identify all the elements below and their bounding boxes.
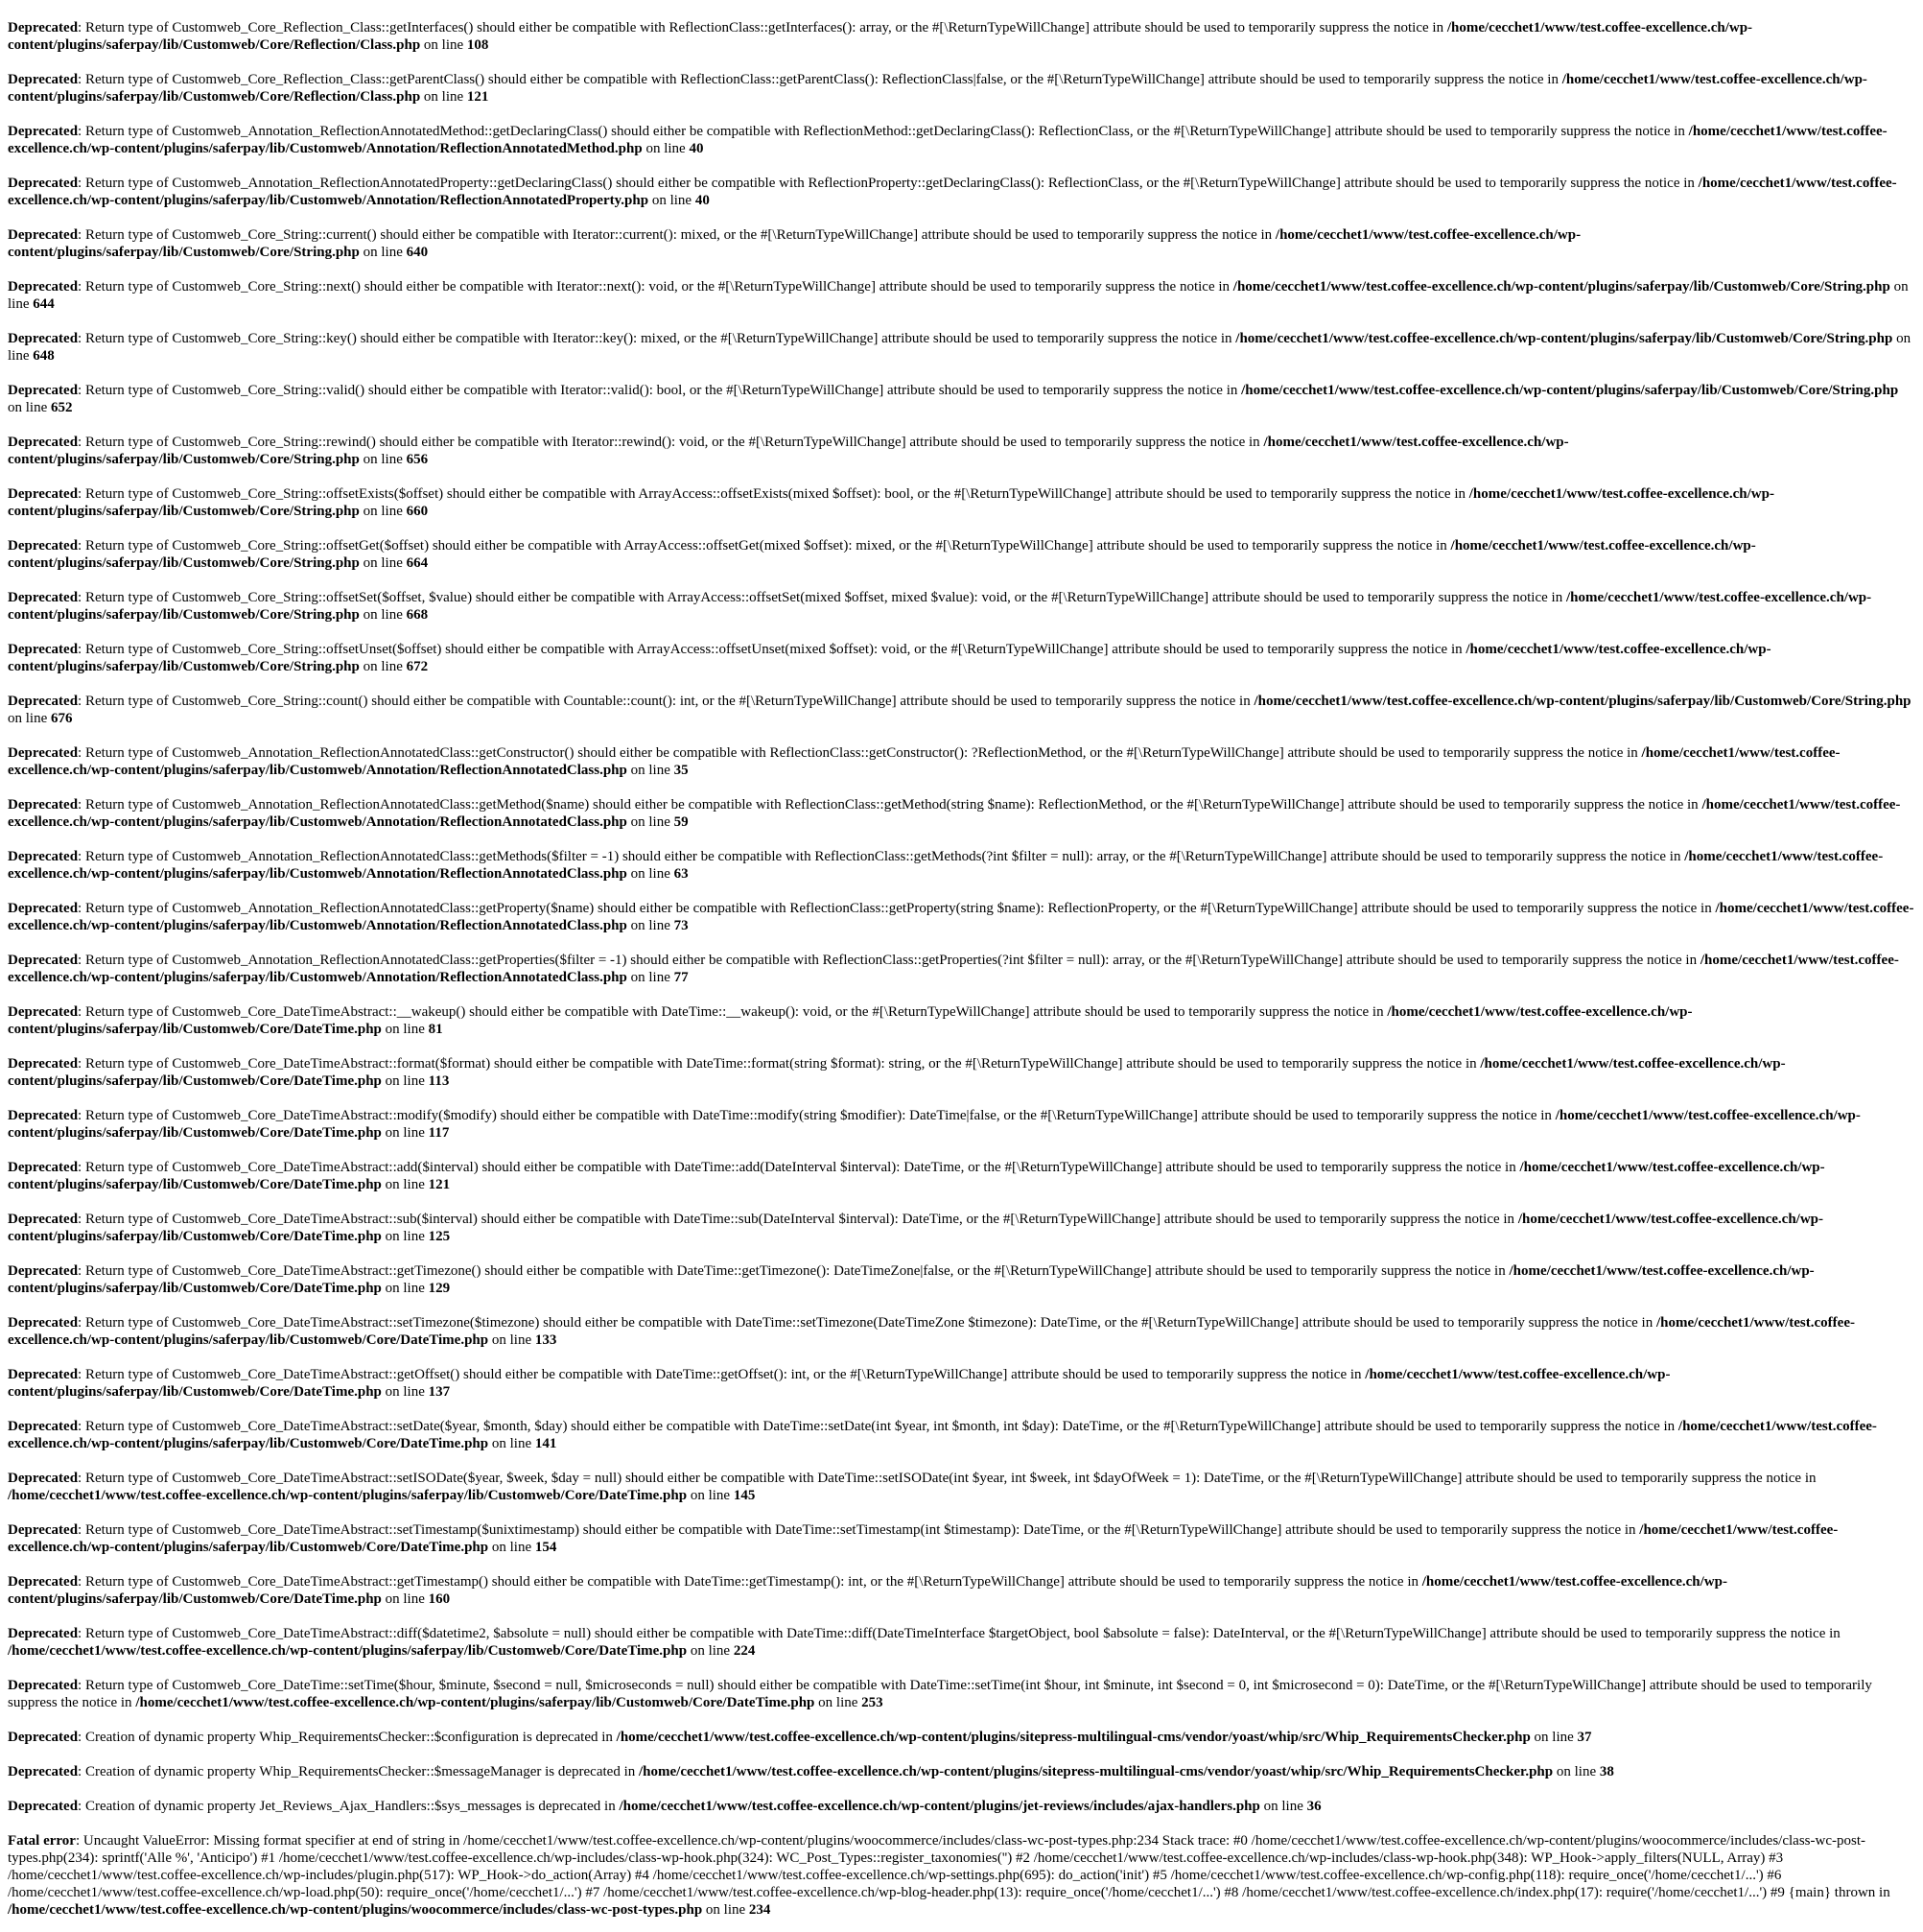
error-file-path: /home/cecchet1/www/test.coffee-excellence.ch/wp-content/plugins/saferpay/lib/Customweb/Annotation/ReflectionAnnotatedClass.php (8, 849, 1884, 882)
on-line-text: on line (381, 1384, 429, 1400)
error-text: : Return type of Customweb_Core_DateTimeAbstract::sub($interval) should either be compatible with DateTime::sub(DateInterval $interval): DateTime, or the #[\ReturnTypeWillChange] attribute should be used to temporarily suppress the notice in (78, 1212, 1518, 1227)
error-type-label: Deprecated (8, 797, 79, 813)
error-line-number: 224 (733, 1643, 756, 1659)
on-line-text: on line (381, 1281, 429, 1296)
error-line-number: 40 (689, 141, 704, 156)
error-line-number: 676 (51, 711, 73, 726)
error-line-number: 35 (673, 763, 689, 778)
error-file-path: /home/cecchet1/www/test.coffee-excellence.ch/wp-content/plugins/saferpay/lib/Customweb/Core/String.php (1235, 331, 1893, 346)
error-message (8, 226, 1915, 261)
error-text: : Return type of Customweb_Annotation_ReflectionAnnotatedClass::getProperty($name) should either be compatible with ReflectionClass::getProperty(string $name): ReflectionProperty, or the #[\ReturnTypeWillChange] attribute should be used to temporarily suppress the notice in (78, 901, 1716, 916)
error-file-path: /home/cecchet1/www/test.coffee-excellence.ch/wp-content/plugins/saferpay/lib/Customweb/Core/DateTime.php (8, 1315, 1855, 1348)
on-line-text: on line (1259, 1799, 1307, 1814)
error-file-path: /home/cecchet1/www/test.coffee-excellence.ch/wp-content/plugins/saferpay/lib/Customweb/Core/String.php (8, 227, 1582, 260)
error-file-path: /home/cecchet1/www/test.coffee-excellence.ch/wp-content/plugins/saferpay/lib/Customweb/Core/String.php (8, 435, 1569, 467)
error-file-path: /home/cecchet1/www/test.coffee-excellence.ch/wp-content/plugins/saferpay/lib/Customweb/Annotation/ReflectionAnnotatedClass.php (8, 901, 1914, 933)
error-type-label: Deprecated (8, 1108, 79, 1123)
error-line-number: 77 (673, 970, 689, 985)
error-type-label: Deprecated (8, 1212, 79, 1227)
error-line-number: 117 (428, 1125, 450, 1141)
error-line-number: 656 (406, 452, 429, 467)
error-line-number: 664 (406, 555, 429, 571)
error-text: : Return type of Customweb_Core_DateTimeAbstract::setTimezone($timezone) should either be compatible with DateTime::setTimezone(DateTimeZone $timezone): DateTime, or the #[\ReturnTypeWillChange] attribute should be used to temporarily suppress the notice in (78, 1315, 1656, 1331)
error-message (8, 1418, 1915, 1452)
error-line-number: 38 (1599, 1764, 1614, 1779)
error-file-path: /home/cecchet1/www/test.coffee-excellence.ch/wp-content/plugins/saferpay/lib/Customweb/Annotation/ReflectionAnnotatedProperty.php (8, 176, 1897, 208)
error-file-path: /home/cecchet1/www/test.coffee-excellence.ch/wp-content/plugins/saferpay/lib/Customweb/Core/String.php (8, 642, 1771, 674)
error-message (8, 1055, 1915, 1090)
error-text: : Return type of Customweb_Core_DateTimeAbstract::getTimestamp() should either be compatible with DateTime::getTimestamp(): int, or the #[\ReturnTypeWillChange] attribute should be used to temporarily suppress the notice in (78, 1574, 1422, 1590)
error-message (8, 382, 1915, 416)
error-text: : Return type of Customweb_Core_String::key() should either be compatible with Iterator::key(): mixed, or the #[\ReturnTypeWillChange] attribute should be used to temporarily suppress the notice in (78, 331, 1236, 346)
error-line-number: 668 (406, 607, 429, 623)
error-text: : Return type of Customweb_Core_Reflection_Class::getInterfaces() should either be compatible with ReflectionClass::getInterfaces(): array, or the #[\ReturnTypeWillChange] attribute should be used to temporarily suppress the notice in (78, 20, 1447, 35)
error-type-label: Deprecated (8, 1367, 79, 1382)
error-type-label: Deprecated (8, 1419, 79, 1434)
error-message (8, 1003, 1915, 1038)
on-line-text: on line (420, 89, 467, 105)
error-type-label: Deprecated (8, 901, 79, 916)
error-file-path: /home/cecchet1/www/test.coffee-excellence.ch/wp-content/plugins/saferpay/lib/Customweb/Core/String.php (1254, 694, 1911, 709)
error-line-number: 129 (428, 1281, 451, 1296)
error-file-path: /home/cecchet1/www/test.coffee-excellence.ch/wp-content/plugins/sitepress-multilingual-cms/vendor/yoast/whip/src/Whip_RequirementsChecker.php (638, 1764, 1554, 1779)
error-file-path: /home/cecchet1/www/test.coffee-excellence.ch/wp-content/plugins/saferpay/lib/Customweb/Core/DateTime.php (8, 1004, 1693, 1037)
error-line-number: 113 (428, 1073, 450, 1089)
error-text: : Return type of Customweb_Annotation_ReflectionAnnotatedProperty::getDeclaringClass() should either be compatible with ReflectionProperty::getDeclaringClass(): ReflectionClass, or the #[\ReturnTypeWillChange] attribute should be used to temporarily suppress the notice in (78, 176, 1699, 191)
error-line-number: 36 (1306, 1799, 1322, 1814)
error-text: : Return type of Customweb_Core_String::rewind() should either be compatible with Iterator::rewind(): void, or the #[\ReturnTypeWillChange] attribute should be used to temporarily suppress the notice in (78, 435, 1264, 450)
error-message (8, 1573, 1915, 1608)
on-line-text: on line (1553, 1764, 1600, 1779)
error-message (8, 1470, 1915, 1504)
error-text: : Return type of Customweb_Core_String::offsetUnset($offset) should either be compatible with ArrayAccess::offsetUnset(mixed $offset): void, or the #[\ReturnTypeWillChange] attribute should be used to temporarily suppress the notice in (78, 642, 1466, 657)
on-line-text: on line (8, 711, 51, 726)
error-file-path: /home/cecchet1/www/test.coffee-excellence.ch/wp-content/plugins/saferpay/lib/Customweb/Core/DateTime.php (135, 1695, 815, 1710)
error-file-path: /home/cecchet1/www/test.coffee-excellence.ch/wp-content/plugins/saferpay/lib/Customweb/Core/DateTime.php (8, 1056, 1786, 1089)
error-message (8, 1763, 1915, 1780)
on-line-text: on line (687, 1643, 734, 1659)
error-line-number: 253 (861, 1695, 883, 1710)
error-type-label: Deprecated (8, 1764, 79, 1779)
error-text: : Return type of Customweb_Core_String::offsetGet($offset) should either be compatible with ArrayAccess::offsetGet(mixed $offset): mixed, or the #[\ReturnTypeWillChange] attribute should be used to temporarily suppress the notice in (78, 538, 1451, 554)
error-message (8, 485, 1915, 520)
error-file-path: /home/cecchet1/www/test.coffee-excellence.ch/wp-content/plugins/saferpay/lib/Customweb/Core/DateTime.php (8, 1160, 1825, 1192)
error-type-label: Deprecated (8, 1678, 79, 1693)
error-file-path: /home/cecchet1/www/test.coffee-excellence.ch/wp-content/plugins/saferpay/lib/Customweb/Core/DateTime.php (8, 1643, 688, 1659)
on-line-text: on line (381, 1229, 429, 1244)
error-text: : Return type of Customweb_Core_DateTimeAbstract::__wakeup() should either be compatible with DateTime::__wakeup(): void, or the #[\ReturnTypeWillChange] attribute should be used to temporarily suppress the notice in (78, 1004, 1388, 1020)
error-type-label: Deprecated (8, 1471, 79, 1486)
error-message (8, 693, 1915, 727)
error-message (8, 1159, 1915, 1193)
error-message (8, 1798, 1915, 1815)
error-line-number: 644 (33, 296, 55, 312)
on-line-text: on line (8, 279, 1909, 312)
error-file-path: /home/cecchet1/www/test.coffee-excellence.ch/wp-content/plugins/saferpay/lib/Customweb/Annotation/ReflectionAnnotatedClass.php (8, 745, 1841, 778)
error-type-label: Deprecated (8, 1056, 79, 1072)
error-line-number: 121 (466, 89, 489, 105)
error-file-path: /home/cecchet1/www/test.coffee-excellence.ch/wp-content/plugins/saferpay/lib/Customweb/Core/DateTime.php (8, 1108, 1861, 1141)
error-type-label: Deprecated (8, 1574, 79, 1590)
error-type-label: Deprecated (8, 1626, 79, 1641)
error-file-path: /home/cecchet1/www/test.coffee-excellence.ch/wp-content/plugins/saferpay/lib/Customweb/Core/String.php (8, 590, 1872, 623)
error-text: : Return type of Customweb_Core_DateTimeAbstract::setTimestamp($unixtimestamp) should either be compatible with DateTime::setTimestamp(int $timestamp): DateTime, or the #[\ReturnTypeWillChange] attribute should be used to temporarily suppress the notice in (78, 1522, 1640, 1538)
error-text: : Return type of Customweb_Core_DateTime::setTime($hour, $minute, $second = null, $microseconds = null) should either be compatible with DateTime::setTime(int $hour, int $minute, int $second = 0, int $microsecond = 0): DateTime, or the #[\ReturnTypeWillChange] attribute should be used to temporarily suppress the notice in (8, 1678, 1872, 1710)
error-type-label: Deprecated (8, 1730, 79, 1745)
error-file-path: /home/cecchet1/www/test.coffee-excellence.ch/wp-content/plugins/saferpay/lib/Customweb/Core/DateTime.php (8, 1522, 1839, 1555)
error-type-label: Deprecated (8, 642, 79, 657)
error-message (8, 19, 1915, 54)
error-file-path: /home/cecchet1/www/test.coffee-excellence.ch/wp-content/plugins/saferpay/lib/Customweb/Core/String.php (1241, 383, 1899, 398)
error-type-label: Deprecated (8, 20, 79, 35)
on-line-text: on line (359, 245, 407, 260)
error-file-path: /home/cecchet1/www/test.coffee-excellence.ch/wp-content/plugins/saferpay/lib/Customweb/Core/DateTime.php (8, 1419, 1877, 1451)
error-text: : Return type of Customweb_Annotation_ReflectionAnnotatedClass::getMethods($filter = -1) should either be compatible with ReflectionClass::getMethods(?int $filter = null): array, or the #[\ReturnTypeWillChange] attribute should be used to temporarily suppress the notice in (78, 849, 1685, 864)
error-text: : Return type of Customweb_Core_DateTimeAbstract::setISODate($year, $week, $day = null) should either be compatible with DateTime::setISODate(int $year, int $week, int $dayOfWeek = 1): DateTime, or the #[\ReturnTypeWillChange] attribute should be used to temporarily suppress the notice in (78, 1471, 1817, 1486)
error-text: : Return type of Customweb_Core_DateTimeAbstract::getTimezone() should either be compatible with DateTime::getTimezone(): DateTimeZone|false, or the #[\ReturnTypeWillChange] attribute should be used to temporarily suppress the notice in (78, 1263, 1510, 1279)
error-text: : Return type of Customweb_Core_DateTimeAbstract::getOffset() should either be compatible with DateTime::getOffset(): int, or the #[\ReturnTypeWillChange] attribute should be used to temporarily suppress the notice in (78, 1367, 1366, 1382)
on-line-text: on line (626, 970, 674, 985)
error-text: : Return type of Customweb_Core_DateTimeAbstract::diff($datetime2, $absolute = null) should either be compatible with DateTime::diff(DateTimeInterface $targetObject, bool $absolute = false): DateInterval, or the #[\ReturnTypeWillChange] attribute should be used to temporarily suppress the notice in (78, 1626, 1841, 1641)
error-text: : Return type of Customweb_Annotation_ReflectionAnnotatedClass::getProperties($filter = -1) should either be compatible with ReflectionClass::getProperties(?int $filter = null): array, or the #[\ReturnTypeWillChange] attribute should be used to temporarily suppress the notice in (78, 953, 1700, 968)
error-text: : Return type of Customweb_Annotation_ReflectionAnnotatedMethod::getDeclaringClass() should either be compatible with ReflectionMethod::getDeclaringClass(): ReflectionClass, or the #[\ReturnTypeWillChange] attribute should be used to temporarily suppress the notice in (78, 124, 1689, 139)
on-line-text: on line (626, 866, 674, 882)
error-message (8, 1107, 1915, 1142)
error-line-number: 145 (733, 1488, 756, 1503)
error-message (8, 1729, 1915, 1746)
error-text: : Creation of dynamic property Whip_RequirementsChecker::$configuration is deprecated in (78, 1730, 617, 1745)
error-text: : Return type of Customweb_Core_String::current() should either be compatible with Iterator::current(): mixed, or the #[\ReturnTypeWillChange] attribute should be used to temporarily suppress the notice in (78, 227, 1276, 243)
error-type-label: Deprecated (8, 124, 79, 139)
error-type-label: Deprecated (8, 694, 79, 709)
error-line-number: 81 (428, 1022, 443, 1037)
error-type-label: Fatal error (8, 1833, 76, 1849)
error-message (8, 71, 1915, 106)
error-message (8, 330, 1915, 365)
error-text: : Uncaught ValueError: Missing format specifier at end of string in /home/cecchet1/www/test.coffee-excellence.ch/wp-content/plugins/woocommerce/includes/class-wc-post-types.php:234 Stack trace: #0 /home/cecchet1/www/test.coffee-excellence.ch/wp-content/plugins/woocommerce/includes/class-wc-post-types.php(234): sprintf('Alle %', 'Anticipo') #1 /home/cecchet1/www/test.coffee-excellence.ch/wp-includes/class-wp-hook.php(324): WC_Post_Types::register_taxonomies('') #2 /home/cecchet1/www/test.coffee-excellence.ch/wp-includes/class-wp-hook.php(348): WP_Hook->apply_filters(NULL, Array) #3 /home/cecchet1/www/test.coffee-excellence.ch/wp-includes/plugin.php(517): WP_Hook->do_action(Array) #4 /home/cecchet1/www/test.coffee-excellence.ch/wp-settings.php(695): do_action('init') #5 /home/cecchet1/www/test.coffee-excellence.ch/wp-config.php(118): require_once('/home/cecchet1/...') #6 /home/cecchet1/www/test.coffee-excellence.ch/wp-load.php(50): require_once('/home/cecchet1/...') #7 /home/cecchet1/www/test.coffee-excellence.ch/wp-blog-header.php(13): require_once('/home/cecchet1/...') #8 /home/cecchet1/www/test.coffee-excellence.ch/index.php(17): require('/home/cecchet1/...') #9 {main} thrown in (8, 1833, 1890, 1900)
on-line-text: on line (359, 504, 407, 519)
on-line-text: on line (488, 1332, 535, 1348)
error-file-path: /home/cecchet1/www/test.coffee-excellence.ch/wp-content/plugins/saferpay/lib/Customweb/Core/Reflection/Class.php (8, 20, 1753, 53)
on-line-text: on line (1530, 1730, 1578, 1745)
error-type-label: Deprecated (8, 279, 79, 295)
on-line-text: on line (359, 607, 407, 623)
error-line-number: 121 (428, 1177, 451, 1192)
error-line-number: 648 (33, 348, 55, 364)
error-line-number: 160 (428, 1591, 451, 1607)
error-message (8, 744, 1915, 779)
error-line-number: 40 (694, 193, 710, 208)
error-file-path: /home/cecchet1/www/test.coffee-excellence.ch/wp-content/plugins/saferpay/lib/Customweb/Core/String.php (8, 538, 1756, 571)
error-line-number: 37 (1577, 1730, 1592, 1745)
error-line-number: 63 (673, 866, 689, 882)
error-message (8, 1314, 1915, 1349)
on-line-text: on line (381, 1022, 429, 1037)
error-line-number: 133 (534, 1332, 557, 1348)
error-type-label: Deprecated (8, 72, 79, 87)
error-file-path: /home/cecchet1/www/test.coffee-excellence.ch/wp-content/plugins/saferpay/lib/Customweb/Core/DateTime.php (8, 1488, 688, 1503)
error-file-path: /home/cecchet1/www/test.coffee-excellence.ch/wp-content/plugins/saferpay/lib/Customweb/Core/String.php (1232, 279, 1890, 295)
error-line-number: 73 (673, 918, 689, 933)
error-message (8, 175, 1915, 209)
on-line-text: on line (8, 331, 1911, 364)
on-line-text: on line (420, 37, 467, 53)
error-message (8, 589, 1915, 624)
error-text: : Return type of Customweb_Core_String::count() should either be compatible with Countable::count(): int, or the #[\ReturnTypeWillChange] attribute should be used to temporarily suppress the notice in (78, 694, 1255, 709)
on-line-text: on line (381, 1591, 429, 1607)
error-line-number: 672 (406, 659, 429, 674)
on-line-text: on line (626, 814, 674, 830)
error-line-number: 640 (406, 245, 429, 260)
error-line-number: 141 (534, 1436, 557, 1451)
error-file-path: /home/cecchet1/www/test.coffee-excellence.ch/wp-content/plugins/saferpay/lib/Customweb/Annotation/ReflectionAnnotatedClass.php (8, 953, 1899, 985)
error-type-label: Deprecated (8, 1522, 79, 1538)
error-file-path: /home/cecchet1/www/test.coffee-excellence.ch/wp-content/plugins/saferpay/lib/Customweb/Core/DateTime.php (8, 1263, 1815, 1296)
on-line-text: on line (8, 400, 51, 415)
error-file-path: /home/cecchet1/www/test.coffee-excellence.ch/wp-content/plugins/saferpay/lib/Customweb/Annotation/ReflectionAnnotatedClass.php (8, 797, 1901, 830)
error-text: : Return type of Customweb_Annotation_ReflectionAnnotatedClass::getConstructor() should either be compatible with ReflectionClass::getConstructor(): ?ReflectionMethod, or the #[\ReturnTypeWillChange] attribute should be used to temporarily suppress the notice in (78, 745, 1642, 761)
error-line-number: 108 (466, 37, 489, 53)
error-file-path: /home/cecchet1/www/test.coffee-excellence.ch/wp-content/plugins/saferpay/lib/Customweb/Annotation/ReflectionAnnotatedMethod.php (8, 124, 1888, 156)
error-type-label: Deprecated (8, 953, 79, 968)
error-message (8, 537, 1915, 572)
error-text: : Return type of Customweb_Core_String::offsetSet($offset, $value) should either be compatible with ArrayAccess::offsetSet(mixed $offset, mixed $value): void, or the #[\ReturnTypeWillChange] attribute should be used to temporarily suppress the notice in (78, 590, 1566, 605)
on-line-text: on line (702, 1902, 749, 1918)
on-line-text: on line (488, 1540, 535, 1555)
error-type-label: Deprecated (8, 227, 79, 243)
error-message (8, 1366, 1915, 1401)
error-text: : Creation of dynamic property Jet_Reviews_Ajax_Handlers::$sys_messages is deprecated in (78, 1799, 620, 1814)
on-line-text: on line (687, 1488, 734, 1503)
error-file-path: /home/cecchet1/www/test.coffee-excellence.ch/wp-content/plugins/saferpay/lib/Customweb/Core/Reflection/Class.php (8, 72, 1867, 105)
error-type-label: Deprecated (8, 1315, 79, 1331)
error-message (8, 848, 1915, 883)
error-message (8, 641, 1915, 675)
error-text: : Return type of Customweb_Core_String::offsetExists($offset) should either be compatible with ArrayAccess::offsetExists(mixed $offset): bool, or the #[\ReturnTypeWillChange] attribute should be used to temporarily suppress the notice in (78, 486, 1469, 502)
error-text: : Return type of Customweb_Core_DateTimeAbstract::format($format) should either be compatible with DateTime::format(string $format): string, or the #[\ReturnTypeWillChange] attribute should be used to temporarily suppress the notice in (78, 1056, 1481, 1072)
error-line-number: 154 (534, 1540, 557, 1555)
error-text: : Return type of Customweb_Core_DateTimeAbstract::modify($modify) should either be compatible with DateTime::modify(string $modifier): DateTime|false, or the #[\ReturnTypeWillChange] attribute should be used to temporarily suppress the notice in (78, 1108, 1556, 1123)
error-file-path: /home/cecchet1/www/test.coffee-excellence.ch/wp-content/plugins/sitepress-multilingual-cms/vendor/yoast/whip/src/Whip_RequirementsChecker.php (616, 1730, 1531, 1745)
error-message (8, 278, 1915, 313)
error-message (8, 1677, 1915, 1711)
error-text: : Return type of Customweb_Core_DateTimeAbstract::setDate($year, $month, $day) should either be compatible with DateTime::setDate(int $year, int $month, int $day): DateTime, or the #[\ReturnTypeWillChange] attribute should be used to temporarily suppress the notice in (78, 1419, 1678, 1434)
error-type-label: Deprecated (8, 590, 79, 605)
on-line-text: on line (642, 141, 690, 156)
error-text: : Return type of Customweb_Core_String::next() should either be compatible with Iterator::next(): void, or the #[\ReturnTypeWillChange] attribute should be used to temporarily suppress the notice in (78, 279, 1233, 295)
on-line-text: on line (488, 1436, 535, 1451)
on-line-text: on line (381, 1177, 429, 1192)
error-message (8, 1262, 1915, 1297)
error-line-number: 652 (51, 400, 73, 415)
error-file-path: /home/cecchet1/www/test.coffee-excellence.ch/wp-content/plugins/saferpay/lib/Customweb/Core/DateTime.php (8, 1367, 1671, 1400)
on-line-text: on line (814, 1695, 862, 1710)
error-line-number: 137 (428, 1384, 451, 1400)
error-type-label: Deprecated (8, 538, 79, 554)
on-line-text: on line (626, 918, 674, 933)
on-line-text: on line (359, 452, 407, 467)
error-message (8, 1832, 1915, 1919)
error-line-number: 660 (406, 504, 429, 519)
on-line-text: on line (359, 555, 407, 571)
error-message (8, 796, 1915, 831)
error-file-path: /home/cecchet1/www/test.coffee-excellence.ch/wp-content/plugins/saferpay/lib/Customweb/Core/String.php (8, 486, 1774, 519)
error-text: : Creation of dynamic property Whip_RequirementsChecker::$messageManager is deprecated in (78, 1764, 639, 1779)
error-type-label: Deprecated (8, 1160, 79, 1175)
error-type-label: Deprecated (8, 486, 79, 502)
error-text: : Return type of Customweb_Core_String::valid() should either be compatible with Iterator::valid(): bool, or the #[\ReturnTypeWillChange] attribute should be used to temporarily suppress the notice in (78, 383, 1242, 398)
error-message (8, 1625, 1915, 1660)
error-type-label: Deprecated (8, 383, 79, 398)
error-type-label: Deprecated (8, 1799, 79, 1814)
error-type-label: Deprecated (8, 331, 79, 346)
error-text: : Return type of Customweb_Core_Reflection_Class::getParentClass() should either be compatible with ReflectionClass::getParentClass(): ReflectionClass|false, or the #[\ReturnTypeWillChange] attribute should be used to temporarily suppress the notice in (78, 72, 1562, 87)
error-type-label: Deprecated (8, 1004, 79, 1020)
error-text: : Return type of Customweb_Annotation_ReflectionAnnotatedClass::getMethod($name) should either be compatible with ReflectionClass::getMethod(string $name): ReflectionMethod, or the #[\ReturnTypeWillChange] attribute should be used to temporarily suppress the notice in (78, 797, 1702, 813)
error-message (8, 123, 1915, 157)
error-line-number: 125 (428, 1229, 451, 1244)
error-message (8, 1211, 1915, 1245)
error-type-label: Deprecated (8, 1263, 79, 1279)
error-line-number: 59 (673, 814, 689, 830)
error-message (8, 952, 1915, 986)
error-file-path: /home/cecchet1/www/test.coffee-excellence.ch/wp-content/plugins/jet-reviews/includes/ajax-handlers.php (619, 1799, 1260, 1814)
on-line-text: on line (359, 659, 407, 674)
error-file-path: /home/cecchet1/www/test.coffee-excellence.ch/wp-content/plugins/saferpay/lib/Customweb/Core/DateTime.php (8, 1212, 1824, 1244)
error-type-label: Deprecated (8, 849, 79, 864)
error-message (8, 900, 1915, 934)
error-type-label: Deprecated (8, 176, 79, 191)
error-type-label: Deprecated (8, 435, 79, 450)
error-type-label: Deprecated (8, 745, 79, 761)
on-line-text: on line (381, 1125, 429, 1141)
on-line-text: on line (626, 763, 674, 778)
error-file-path: /home/cecchet1/www/test.coffee-excellence.ch/wp-content/plugins/saferpay/lib/Customweb/Core/DateTime.php (8, 1574, 1727, 1607)
error-message (8, 1521, 1915, 1556)
error-file-path: /home/cecchet1/www/test.coffee-excellence.ch/wp-content/plugins/woocommerce/includes/class-wc-post-types.php (8, 1902, 703, 1918)
error-message (8, 434, 1915, 468)
error-line-number: 234 (748, 1902, 771, 1918)
on-line-text: on line (648, 193, 695, 208)
error-text: : Return type of Customweb_Core_DateTimeAbstract::add($interval) should either be compatible with DateTime::add(DateInterval $interval): DateTime, or the #[\ReturnTypeWillChange] attribute should be used to temporarily suppress the notice in (78, 1160, 1520, 1175)
on-line-text: on line (381, 1073, 429, 1089)
